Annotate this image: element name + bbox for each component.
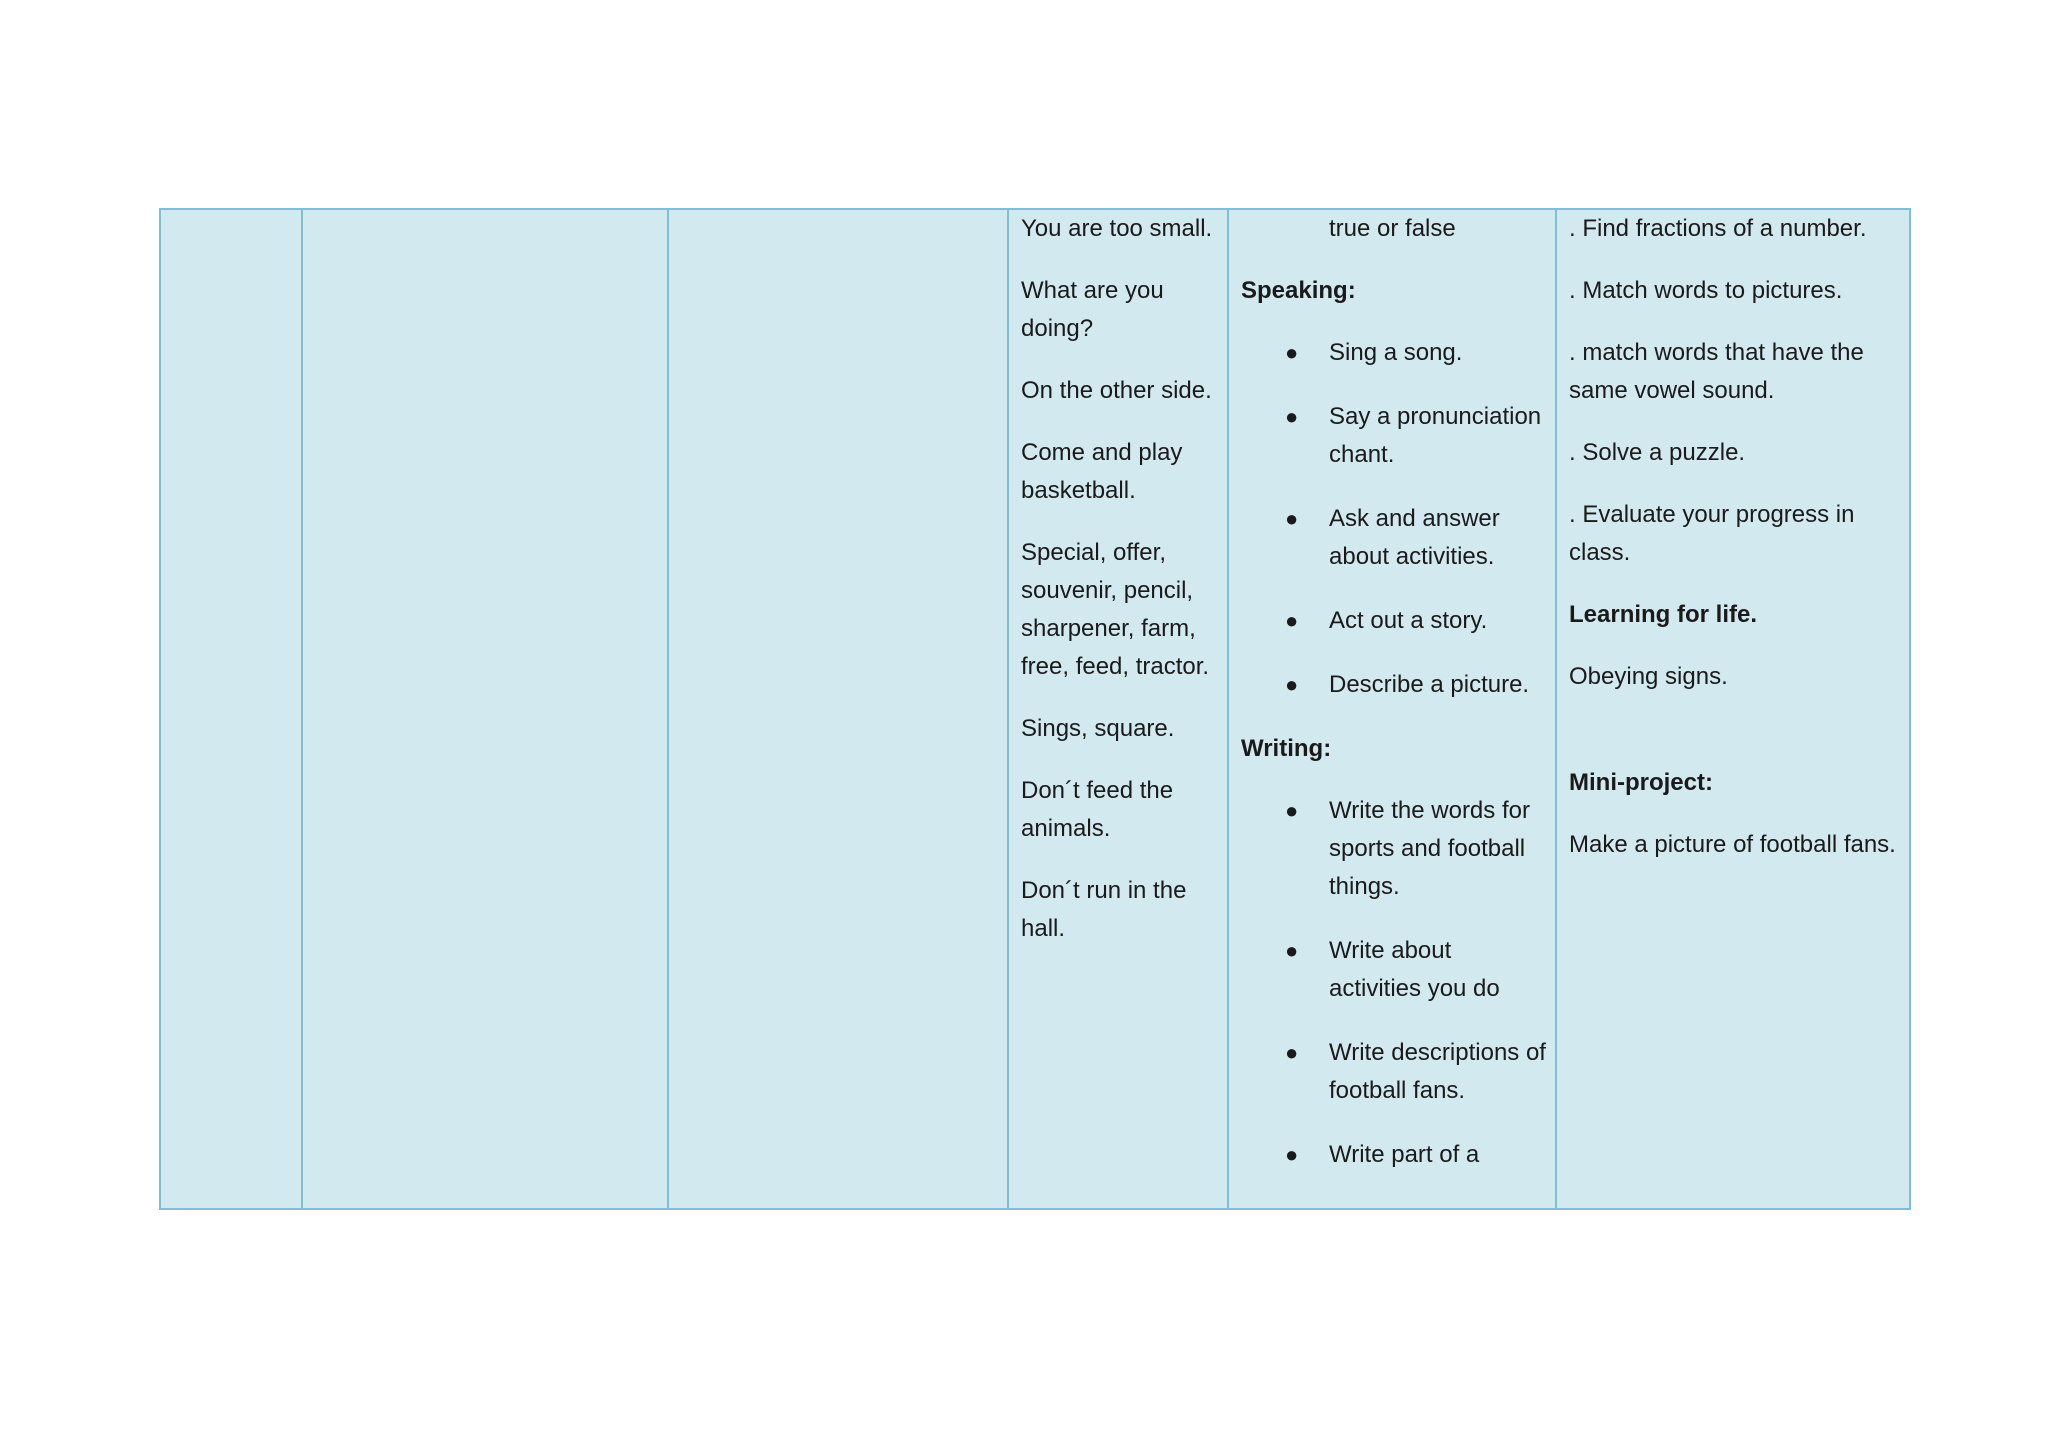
bullet-icon: ● bbox=[1285, 608, 1299, 633]
bullet-icon: ● bbox=[1285, 1142, 1299, 1167]
writing-heading: Writing: bbox=[1241, 735, 1332, 762]
learning-for-life-text: Obeying signs. bbox=[1569, 663, 1728, 690]
language-line: Sings, square. bbox=[1021, 715, 1175, 742]
activity-line: . Evaluate your progress in class. bbox=[1569, 501, 1855, 566]
activity-line: . Find fractions of a number. bbox=[1569, 215, 1867, 242]
language-line: Come and play basketball. bbox=[1021, 439, 1183, 504]
language-line: Don´t run in the hall. bbox=[1021, 877, 1187, 942]
list-item: ● Sing a song. bbox=[1241, 334, 1549, 372]
list-item: ● Write about activities you do bbox=[1241, 932, 1549, 1008]
mini-project-heading: Mini-project: bbox=[1569, 769, 1713, 796]
bullet-icon: ● bbox=[1285, 798, 1299, 823]
list-item: ● Act out a story. bbox=[1241, 602, 1549, 640]
speaking-list bbox=[1241, 334, 1549, 704]
list-item: ● Write the words for sports and football things. bbox=[1241, 792, 1549, 906]
continued-text: true or false bbox=[1329, 215, 1456, 242]
language-line: You are too small. bbox=[1021, 215, 1213, 242]
list-item: ● Say a pronunciation chant. bbox=[1241, 398, 1549, 474]
empty-cell-2 bbox=[302, 209, 668, 1209]
bullet-icon: ● bbox=[1285, 938, 1299, 963]
activity-line: . Match words to pictures. bbox=[1569, 277, 1843, 304]
language-line: On the other side. bbox=[1021, 377, 1212, 404]
empty-cell-3 bbox=[668, 209, 1008, 1209]
speaking-heading: Speaking: bbox=[1241, 277, 1356, 304]
learning-for-life-heading: Learning for life. bbox=[1569, 601, 1758, 628]
bullet-icon: ● bbox=[1285, 1040, 1299, 1065]
language-cell bbox=[1008, 209, 1228, 1209]
activities-cell bbox=[1556, 209, 1910, 1209]
activity-line: . match words that have the same vowel sound. bbox=[1569, 339, 1864, 404]
bullet-icon: ● bbox=[1285, 404, 1299, 429]
curriculum-table bbox=[159, 208, 1911, 1210]
table-row bbox=[160, 209, 1910, 1209]
activity-line: . Solve a puzzle. bbox=[1569, 439, 1746, 466]
empty-cell-1 bbox=[160, 209, 302, 1209]
list-item: ● Write part of a bbox=[1241, 1136, 1549, 1174]
bullet-icon: ● bbox=[1285, 672, 1299, 697]
list-item: ● Write descriptions of football fans. bbox=[1241, 1034, 1549, 1110]
writing-list bbox=[1241, 792, 1549, 1174]
list-item: ● Ask and answer about activities. bbox=[1241, 500, 1549, 576]
mini-project-text: Make a picture of football fans. bbox=[1569, 831, 1896, 858]
list-item: ● Describe a picture. bbox=[1241, 666, 1549, 704]
bullet-icon: ● bbox=[1285, 340, 1299, 365]
skills-cell bbox=[1228, 209, 1556, 1209]
language-line: Don´t feed the animals. bbox=[1021, 777, 1174, 842]
language-line: Special, offer, souvenir, pencil, sharpener, farm, free, feed, tractor. bbox=[1021, 539, 1210, 680]
spacer bbox=[1569, 720, 1901, 764]
language-line: What are you doing? bbox=[1021, 277, 1164, 342]
bullet-icon: ● bbox=[1285, 506, 1299, 531]
